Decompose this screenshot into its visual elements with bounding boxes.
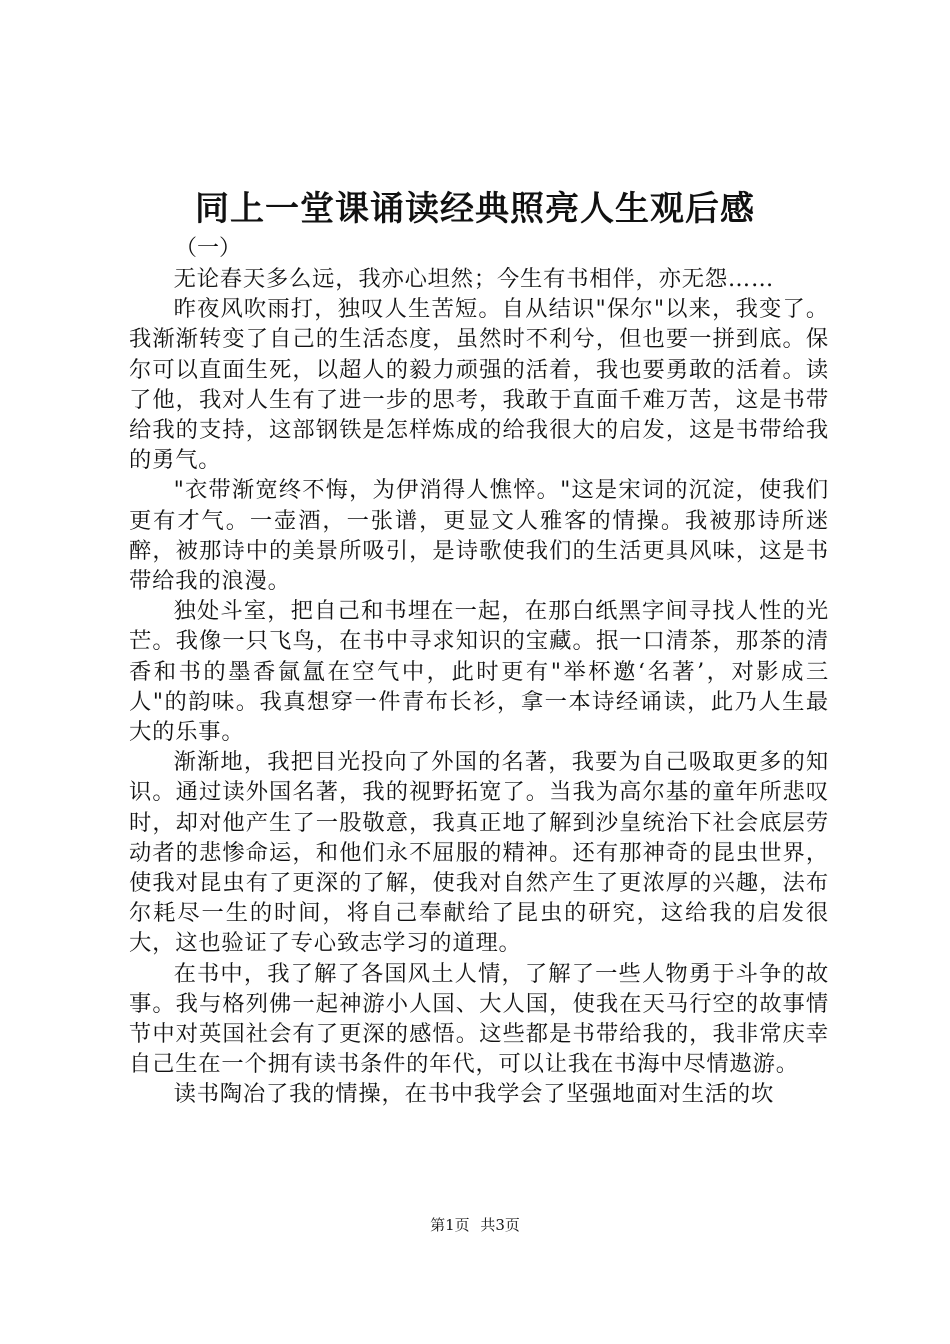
document-title: 同上一堂课诵读经典照亮人生观后感 bbox=[195, 189, 755, 229]
paragraph: 昨夜风吹雨打，独叹人生苦短。自从结识"保尔"以来，我变了。我渐渐转变了自己的生活态度，虽然时不利兮，但也要一拼到底。保尔可以直面生死，以超人的毅力顽强的活着，我也要勇敢的活着。读了他，我对人生有了进一步的思考，我敢于直面千难万苦，这是书带给我的支持，这部钢铁是怎样炼成的给我很大的启发，这是书带给我的勇气。 bbox=[129, 296, 829, 474]
paragraph: 无论春天多么远，我亦心坦然；今生有书相伴，亦无怨…… bbox=[173, 266, 775, 292]
paragraph: "衣带渐宽终不悔，为伊消得人憔悴。"这是宋词的沉淀，使我们更有才气。一壶酒，一张谱，更显文人雅客的情操。我被那诗所迷醉，被那诗中的美景所吸引，是诗歌使我们的生活更具风味，这是书带给我的浪漫。 bbox=[129, 477, 829, 595]
document-body bbox=[129, 264, 829, 1110]
page-number: 第1页 bbox=[430, 1216, 470, 1234]
page-footer bbox=[0, 1215, 950, 1235]
paragraph: 在书中，我了解了各国风土人情，了解了一些人物勇于斗争的故事。我与格列佛一起神游小人国、大人国，使我在天马行空的故事情节中对英国社会有了更深的感悟。这些都是书带给我的，我非常庆幸自己生在一个拥有读书条件的年代，可以让我在书海中尽情遨游。 bbox=[129, 960, 829, 1078]
section-number: （一） bbox=[175, 236, 242, 261]
page-total: 共3页 bbox=[480, 1216, 520, 1234]
paragraph: 读书陶冶了我的情操，在书中我学会了坚强地面对生活的坎 bbox=[173, 1081, 775, 1108]
paragraph: 渐渐地，我把目光投向了外国的名著，我要为自己吸取更多的知识。通过读外国名著，我的视野拓宽了。当我为高尔基的童年所悲叹时，却对他产生了一股敬意，我真正地了解到沙皇统治下社会底层劳动者的悲惨命运，和他们永不屈服的精神。还有那神奇的昆虫世界，使我对昆虫有了更深的了解，使我对自然产生了更浓厚的兴趣，法布尔耗尽一生的时间，将自己奉献给了昆虫的研究，这给我的启发很大，这也验证了专心致志学习的道理。 bbox=[129, 749, 829, 957]
paragraph: 独处斗室，把自己和书埋在一起，在那白纸黑字间寻找人性的光芒。我像一只飞鸟，在书中寻求知识的宝藏。抿一口清茶，那茶的清香和书的墨香氤氲在空气中，此时更有"举杯邀‘名著’，对影成三人"的韵味。我真想穿一件青布长衫，拿一本诗经诵读，此乃人生最大的乐事。 bbox=[129, 598, 829, 746]
